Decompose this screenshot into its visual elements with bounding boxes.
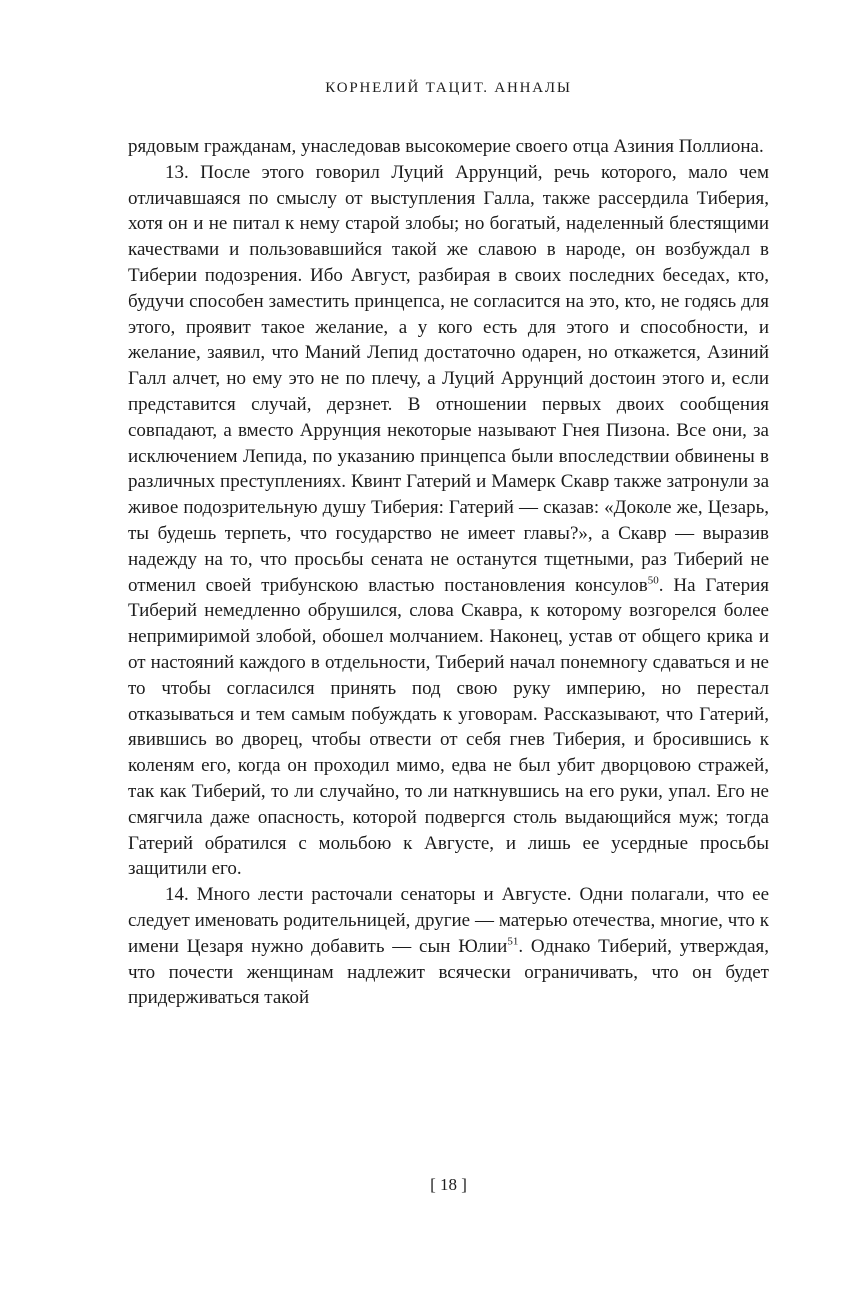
paragraph: рядовым гражданам, унаследовав высокомерие своего отца Азиния Поллиона. <box>128 136 764 157</box>
footnote-marker: 50 <box>647 574 659 587</box>
paragraph: 13. После этого говорил Луций Аррунций, речь которого, мало чем отличавшаяся по смыслу от выступления Галла, также рассердила Тиберия, хотя он и не питал к нему старой злобы; но богатый, наделенный блестящими качествами и пользовавшийся такой же славою в народе, он возбуждал в Тиберии подозрения. Ибо Август, разбирая в своих последних беседах, кто, будучи способен заместить принцепса, не согласится на это, кто, не годясь для этого, проявит такое желание, а у кого есть для этого и способности, и желание, заявил, что Маний Лепид достаточно одарен, но откажется, Азиний Галл алчет, но ему это не по плечу, а Луций Аррунций достоин этого и, если представится случай, дерзнет. В отношении первых двоих сообщения совпадают, а вместо Аррунция некоторые называют Гнея Пизона. Все они, за исключением Лепида, по указанию принцепса были впоследствии обвинены в различных преступлениях. Квинт Гатерий и Мамерк Скавр также затронули за живое подозрительную душу Тиберия: Гатерий — сказав: «Доколе же, Цезарь, ты будешь терпеть, что государство не имеет главы?», а Скавр — выразив надежду на то, что просьбы сената не останутся тщетными, раз Тиберий не отменил своей трибунскою властью постановления консулов$^{50}$. На Гатерия Тиберий немедленно обрушился, слова Скавра, к которому возгорелся более непримиримой злобой, обошел молчанием. Наконец, устав от общего крика и от настояний каждого в отдельности, Тиберий начал понемногу сдаваться и не то чтобы согласился принять под свою руку империю, но перестал отказываться и тем самым побуждать к уговорам. Рассказывают, что Гатерий, явившись во дворец, чтобы отвести от себя гнев Тиберия, и бросившись к коленям его, когда он проходил мимо, едва не был убит дворцовою стражей, так как Тиберий, то ли случайно, то ли наткнувшись на его руки, упал. Его не смягчила даже опасность, которой подвергся столь выдающийся муж; тогда Гатерий обратился с мольбою к Августе, и лишь ее усердные просьбы защитили его. <box>128 161 769 880</box>
body-text <box>128 134 769 1011</box>
paragraph: 14. Много лести расточали сенаторы и Августе. Одни полагали, что ее следует именовать родительницей, другие — матерью отечества, многие, что к имени Цезаря нужно добавить — сын Юлии$^{51}$. Однако Тиберий, утверждая, что почести женщинам надлежит всячески ограничивать, что он будет придерживаться такой <box>128 884 770 1009</box>
page-number: [ 18 ] <box>430 1175 467 1194</box>
footnote-marker: 51 <box>507 935 519 948</box>
running-header: КОРНЕЛИЙ ТАЦИТ. АННАЛЫ <box>325 80 572 96</box>
